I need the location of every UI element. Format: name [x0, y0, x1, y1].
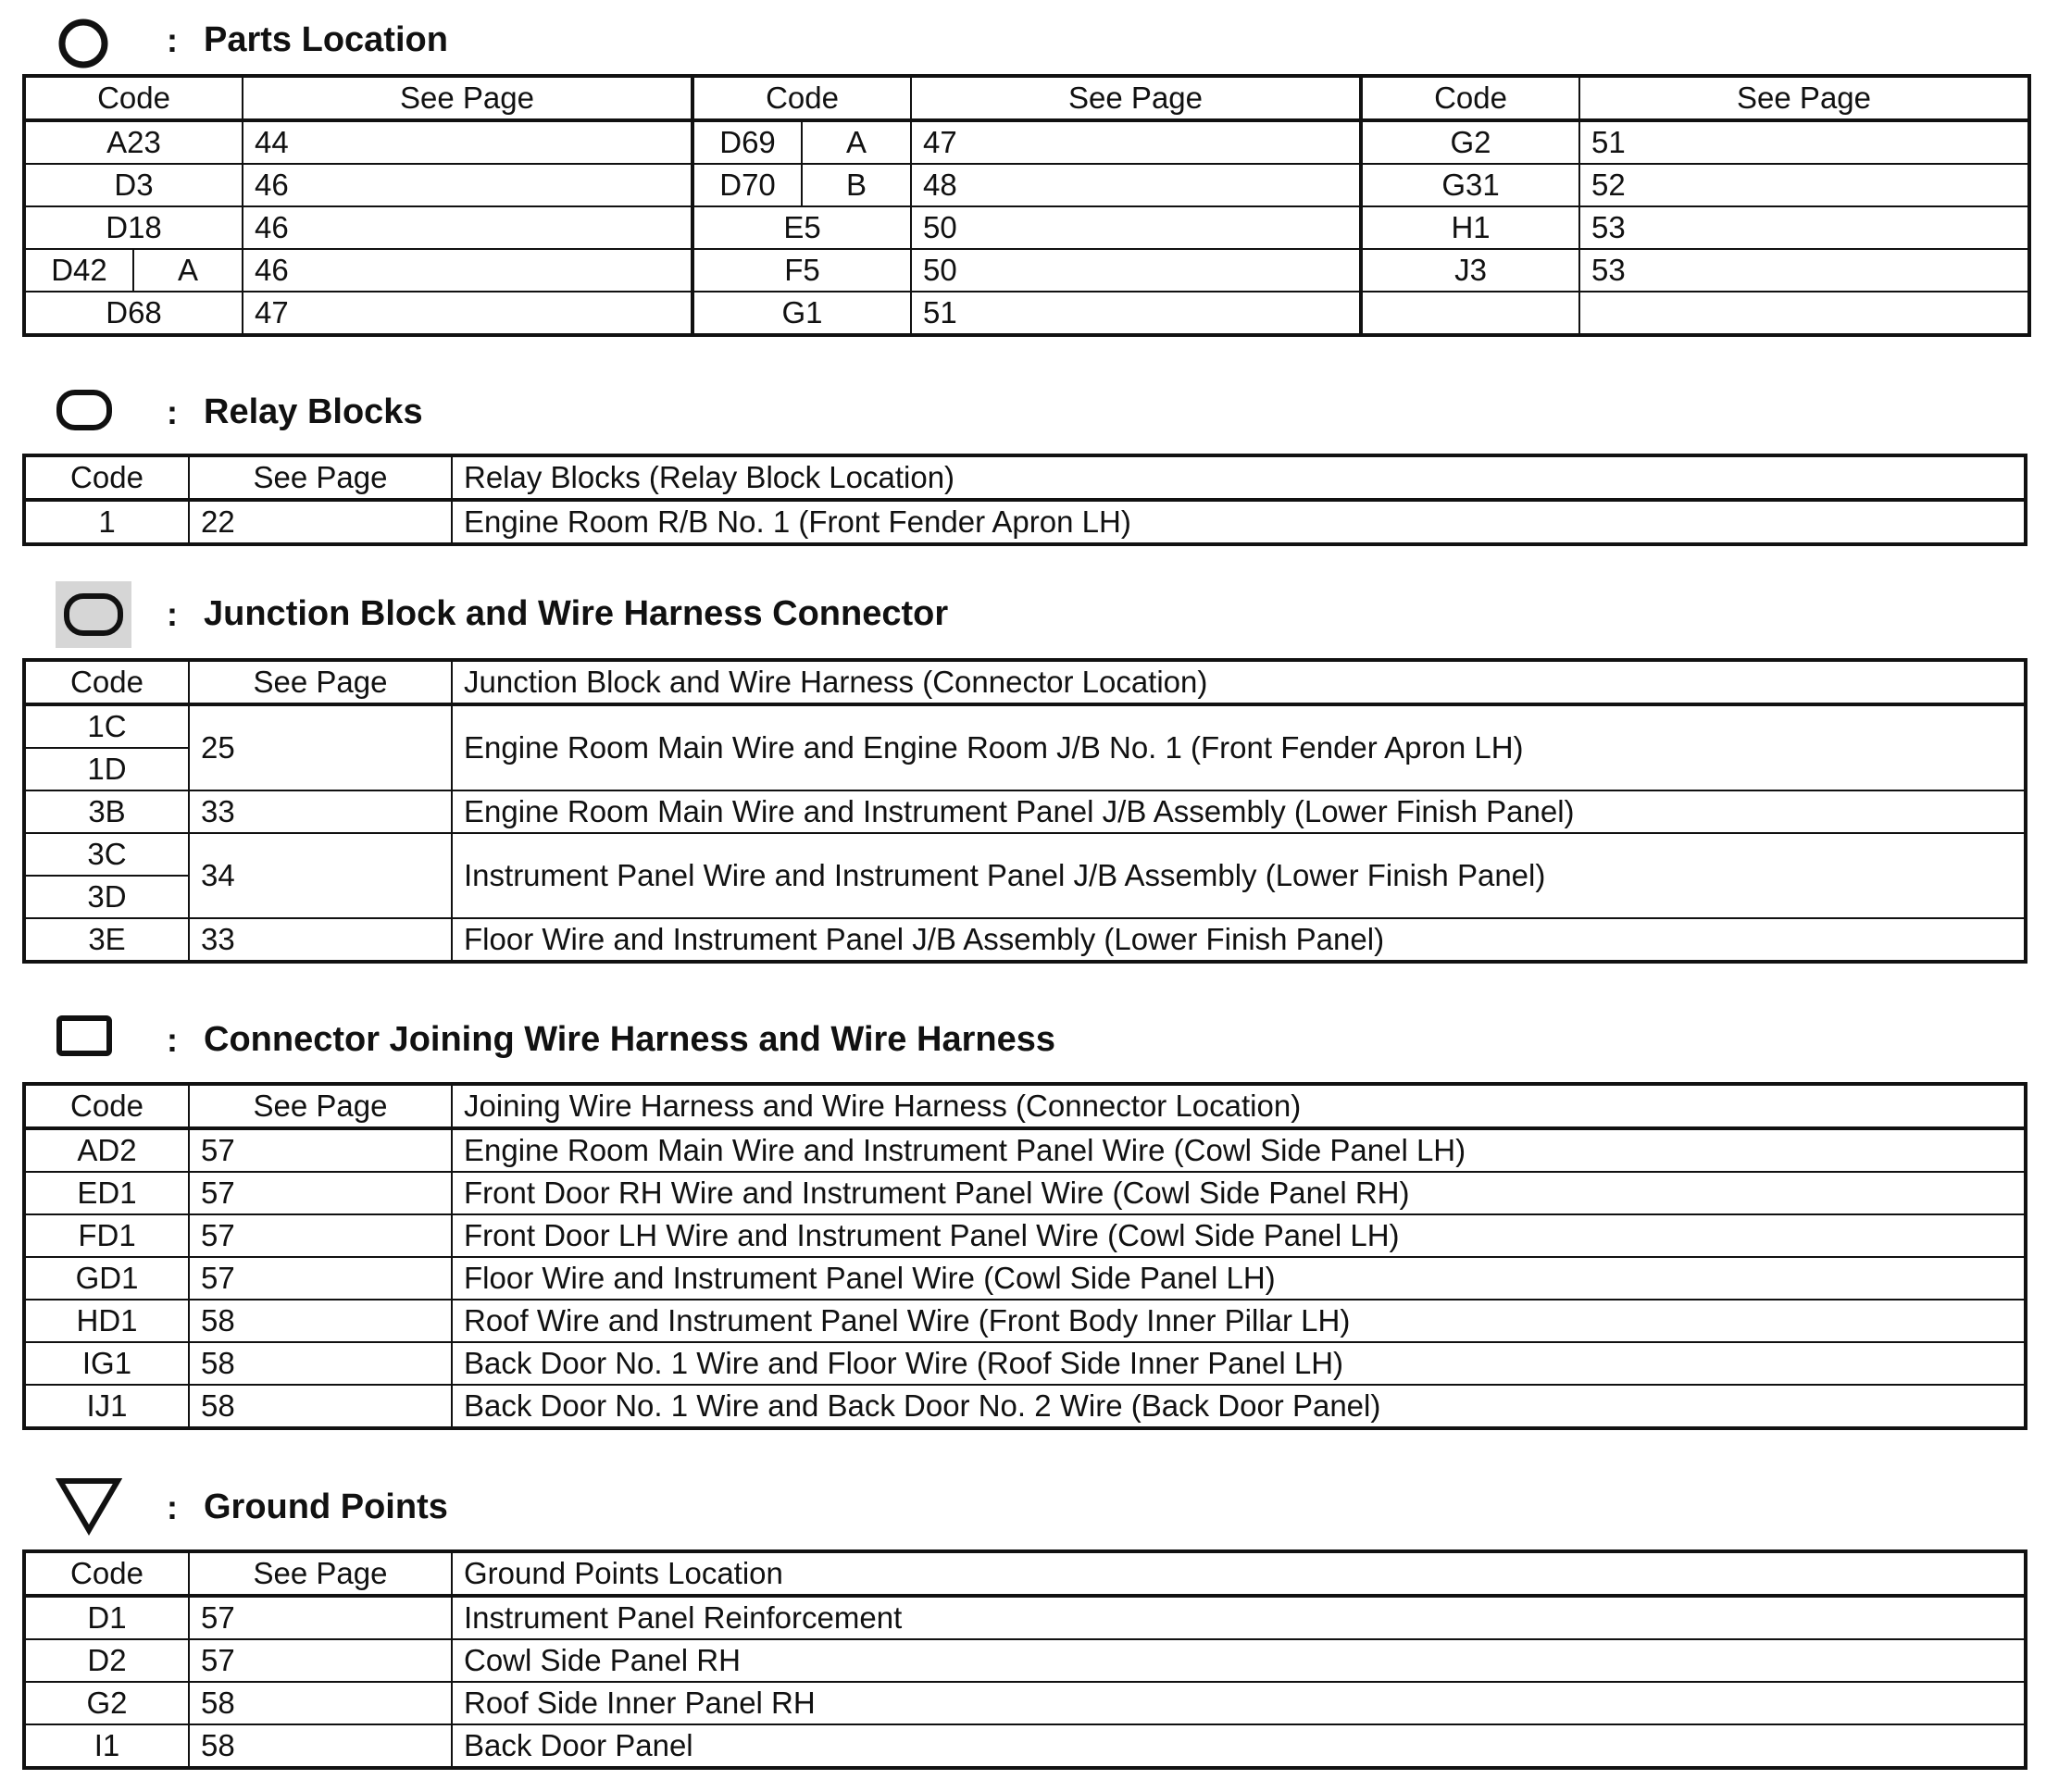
circle-icon	[56, 17, 111, 70]
table-row	[24, 120, 2029, 164]
code-cell: A23	[24, 120, 243, 164]
ground-points-table	[22, 1549, 2027, 1770]
code-suffix-cell: A	[802, 120, 911, 164]
page-cell: 57	[189, 1172, 452, 1214]
page-cell: 57	[189, 1214, 452, 1257]
page-cell: 57	[189, 1639, 452, 1682]
code-cell: FD1	[24, 1214, 189, 1257]
header-code: Code	[1361, 76, 1579, 120]
heading-colon: :	[167, 393, 178, 431]
code-cell: G2	[1361, 120, 1579, 164]
header-see-page: See Page	[911, 76, 1361, 120]
code-cell: 1D	[24, 748, 189, 790]
connector-joining-table	[22, 1082, 2027, 1430]
page-cell: 51	[911, 292, 1361, 335]
header-code: Code	[24, 660, 189, 704]
heading-colon: :	[167, 595, 178, 633]
code-cell: GD1	[24, 1257, 189, 1300]
table-row	[24, 1724, 2026, 1768]
code-cell: I1	[24, 1724, 189, 1768]
table-row	[24, 918, 2026, 962]
table-header-row	[24, 455, 2026, 500]
code-cell: 1	[24, 500, 189, 544]
page-cell: 47	[243, 292, 692, 335]
section-title: Relay Blocks	[204, 392, 423, 431]
section-title: Parts Location	[204, 20, 448, 59]
table-header-row	[24, 1551, 2026, 1596]
page-cell: 53	[1579, 206, 2029, 249]
table-row	[24, 833, 2026, 876]
page-cell	[1579, 292, 2029, 335]
header-see-page: See Page	[1579, 76, 2029, 120]
description-cell: Engine Room R/B No. 1 (Front Fender Apron LH)	[452, 500, 2026, 544]
page-cell: 33	[189, 918, 452, 962]
table-row	[24, 1639, 2026, 1682]
code-cell: D18	[24, 206, 243, 249]
page-cell: 33	[189, 790, 452, 833]
page-cell: 58	[189, 1300, 452, 1342]
code-suffix-cell: B	[802, 164, 911, 206]
header-code: Code	[24, 76, 243, 120]
page-cell: 47	[911, 120, 1361, 164]
relay-blocks-table	[22, 454, 2027, 546]
code-cell	[1361, 292, 1579, 335]
ground-points-heading	[0, 1465, 1296, 1549]
connector-joining-heading	[0, 998, 1296, 1081]
page-cell: 46	[243, 249, 692, 292]
table-row	[24, 1300, 2026, 1342]
page-cell: 58	[189, 1724, 452, 1768]
description-cell: Roof Wire and Instrument Panel Wire (Front Body Inner Pillar LH)	[452, 1300, 2026, 1342]
table-header-row	[24, 660, 2026, 704]
code-cell: ED1	[24, 1172, 189, 1214]
code-cell: 3D	[24, 876, 189, 918]
code-cell: D70	[692, 164, 802, 206]
description-cell: Engine Room Main Wire and Instrument Panel Wire (Cowl Side Panel LH)	[452, 1128, 2026, 1172]
table-header-row	[24, 1084, 2026, 1128]
header-code: Code	[24, 1551, 189, 1596]
header-see-page: See Page	[189, 660, 452, 704]
code-cell: F5	[692, 249, 911, 292]
rounded-rectangle-icon	[56, 389, 113, 431]
page-cell: 58	[189, 1682, 452, 1724]
code-cell: 1C	[24, 704, 189, 748]
description-cell: Cowl Side Panel RH	[452, 1639, 2026, 1682]
table-header-row	[24, 76, 2029, 120]
page-cell: 44	[243, 120, 692, 164]
code-cell: D68	[24, 292, 243, 335]
junction-block-table	[22, 658, 2027, 964]
relay-blocks-heading	[0, 370, 1296, 454]
code-cell: HD1	[24, 1300, 189, 1342]
description-cell: Floor Wire and Instrument Panel J/B Assembly (Lower Finish Panel)	[452, 918, 2026, 962]
page-cell: 53	[1579, 249, 2029, 292]
parts-location-heading	[0, 0, 1296, 83]
header-see-page: See Page	[189, 1084, 452, 1128]
header-see-page: See Page	[189, 455, 452, 500]
table-row	[24, 1214, 2026, 1257]
page-cell: 50	[911, 249, 1361, 292]
code-cell: 3B	[24, 790, 189, 833]
header-description: Relay Blocks (Relay Block Location)	[452, 455, 2026, 500]
code-cell: D42	[24, 249, 133, 292]
table-row	[24, 500, 2026, 544]
header-code: Code	[24, 455, 189, 500]
heading-colon: :	[167, 21, 178, 59]
page-cell: 58	[189, 1385, 452, 1428]
rectangle-icon	[56, 1014, 113, 1057]
code-cell: G31	[1361, 164, 1579, 206]
table-row	[24, 1172, 2026, 1214]
code-cell: D1	[24, 1596, 189, 1639]
description-cell: Front Door LH Wire and Instrument Panel Wire (Cowl Side Panel LH)	[452, 1214, 2026, 1257]
description-cell: Instrument Panel Reinforcement	[452, 1596, 2026, 1639]
code-cell: D2	[24, 1639, 189, 1682]
page-cell: 48	[911, 164, 1361, 206]
code-cell: E5	[692, 206, 911, 249]
page-cell: 57	[189, 1257, 452, 1300]
table-row	[24, 164, 2029, 206]
page-cell: 57	[189, 1128, 452, 1172]
header-see-page: See Page	[243, 76, 692, 120]
code-cell: J3	[1361, 249, 1579, 292]
page-cell: 34	[189, 833, 452, 918]
code-cell: G1	[692, 292, 911, 335]
code-cell: 3E	[24, 918, 189, 962]
header-description: Ground Points Location	[452, 1551, 2026, 1596]
description-cell: Instrument Panel Wire and Instrument Panel J/B Assembly (Lower Finish Panel)	[452, 833, 2026, 918]
page-cell: 25	[189, 704, 452, 790]
section-title: Junction Block and Wire Harness Connector	[204, 594, 949, 633]
code-cell: 3C	[24, 833, 189, 876]
code-cell: G2	[24, 1682, 189, 1724]
heading-colon: :	[167, 1021, 178, 1059]
description-cell: Roof Side Inner Panel RH	[452, 1682, 2026, 1724]
section-title: Ground Points	[204, 1487, 448, 1526]
page-cell: 46	[243, 164, 692, 206]
table-row	[24, 1257, 2026, 1300]
header-see-page: See Page	[189, 1551, 452, 1596]
code-cell: IG1	[24, 1342, 189, 1385]
table-row	[24, 1385, 2026, 1428]
description-cell: Back Door Panel	[452, 1724, 2026, 1768]
description-cell: Engine Room Main Wire and Engine Room J/B No. 1 (Front Fender Apron LH)	[452, 704, 2026, 790]
table-row	[24, 292, 2029, 335]
code-cell: AD2	[24, 1128, 189, 1172]
header-code: Code	[692, 76, 911, 120]
header-description: Joining Wire Harness and Wire Harness (Connector Location)	[452, 1084, 2026, 1128]
parts-location-table	[22, 74, 2031, 337]
section-title: Connector Joining Wire Harness and Wire Harness	[204, 1020, 1055, 1059]
header-code: Code	[24, 1084, 189, 1128]
code-cell: H1	[1361, 206, 1579, 249]
code-cell: D3	[24, 164, 243, 206]
table-row	[24, 1682, 2026, 1724]
triangle-down-icon	[56, 1476, 122, 1536]
description-cell: Engine Room Main Wire and Instrument Panel J/B Assembly (Lower Finish Panel)	[452, 790, 2026, 833]
page-cell: 57	[189, 1596, 452, 1639]
description-cell: Back Door No. 1 Wire and Floor Wire (Roof Side Inner Panel LH)	[452, 1342, 2026, 1385]
table-row	[24, 206, 2029, 249]
page-cell: 50	[911, 206, 1361, 249]
code-suffix-cell: A	[133, 249, 243, 292]
page-cell: 51	[1579, 120, 2029, 164]
shaded-rounded-rectangle-icon	[56, 581, 131, 648]
heading-colon: :	[167, 1488, 178, 1526]
table-row	[24, 704, 2026, 748]
page-cell: 22	[189, 500, 452, 544]
page-cell: 52	[1579, 164, 2029, 206]
table-row	[24, 790, 2026, 833]
table-row	[24, 1342, 2026, 1385]
page-cell: 46	[243, 206, 692, 249]
description-cell: Floor Wire and Instrument Panel Wire (Cowl Side Panel LH)	[452, 1257, 2026, 1300]
description-cell: Back Door No. 1 Wire and Back Door No. 2 Wire (Back Door Panel)	[452, 1385, 2026, 1428]
table-row	[24, 249, 2029, 292]
page-cell: 58	[189, 1342, 452, 1385]
description-cell: Front Door RH Wire and Instrument Panel Wire (Cowl Side Panel RH)	[452, 1172, 2026, 1214]
table-row	[24, 1128, 2026, 1172]
header-description: Junction Block and Wire Harness (Connector Location)	[452, 660, 2026, 704]
code-cell: D69	[692, 120, 802, 164]
code-cell: IJ1	[24, 1385, 189, 1428]
junction-block-heading	[0, 574, 1296, 657]
table-row	[24, 1596, 2026, 1639]
